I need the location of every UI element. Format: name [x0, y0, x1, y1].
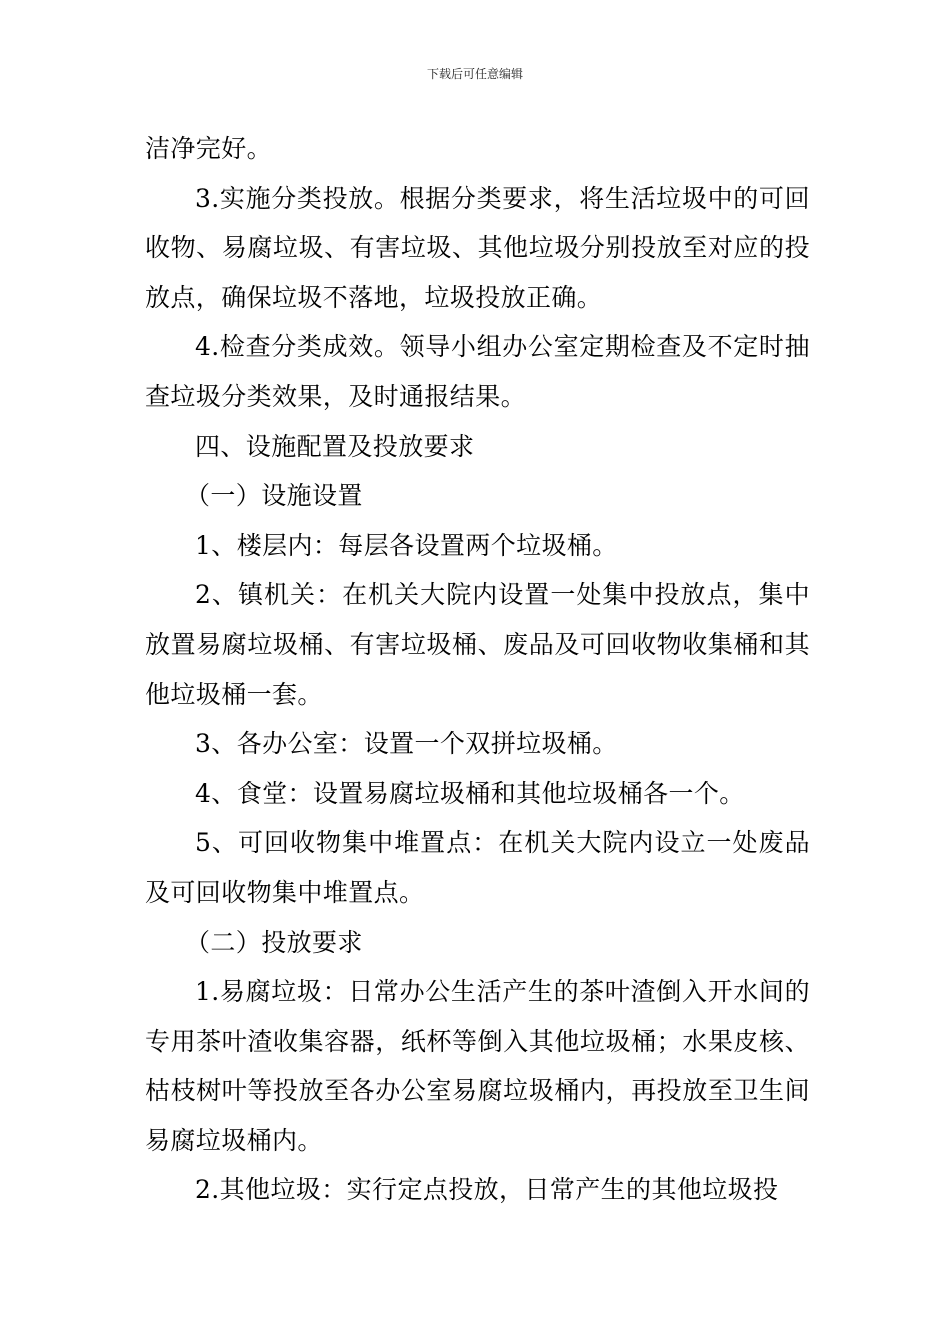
paragraph-item-4: 4.检查分类成效。领导小组办公室定期检查及不定时抽查垃圾分类效果，及时通报结果。: [145, 332, 810, 411]
disposal-item-2: 2.其他垃圾：实行定点投放，日常产生的其他垃圾投: [195, 1175, 779, 1205]
facility-item-5: 5、可回收物集中堆置点：在机关大院内设立一处废品及可回收物集中堆置点。: [145, 828, 810, 907]
disposal-item-1: 1.易腐垃圾：日常办公生活产生的茶叶渣倒入开水间的专用茶叶渣收集容器，纸杯等倒入其他垃圾桶；水果皮核、枯枝树叶等投放至各办公室易腐垃圾桶内，再投放至卫生间易腐垃圾桶内。: [145, 977, 810, 1155]
page-header: 下载后可任意编辑: [426, 67, 523, 81]
section-heading-4: 四、设施配置及投放要求: [195, 431, 475, 461]
facility-item-3: 3、各办公室：设置一个双拼垃圾桶。: [195, 729, 618, 759]
facility-item-1: 1、楼层内：每层各设置两个垃圾桶。: [195, 530, 618, 560]
document-body: [145, 124, 810, 1215]
paragraph-item-3: 3.实施分类投放。根据分类要求，将生活垃圾中的可回收物、易腐垃圾、有害垃圾、其他垃圾分别投放至对应的投放点，确保垃圾不落地，垃圾投放正确。: [145, 183, 810, 312]
subsection-heading-2: （二）投放要求: [185, 927, 363, 957]
paragraph-continuation: 洁净完好。: [145, 134, 273, 163]
facility-item-4: 4、食堂：设置易腐垃圾桶和其他垃圾桶各一个。: [195, 778, 745, 808]
subsection-heading-1: （一）设施设置: [185, 481, 363, 511]
facility-item-2: 2、镇机关：在机关大院内设置一处集中投放点，集中放置易腐垃圾桶、有害垃圾桶、废品及可回收物收集桶和其他垃圾桶一套。: [145, 580, 810, 709]
